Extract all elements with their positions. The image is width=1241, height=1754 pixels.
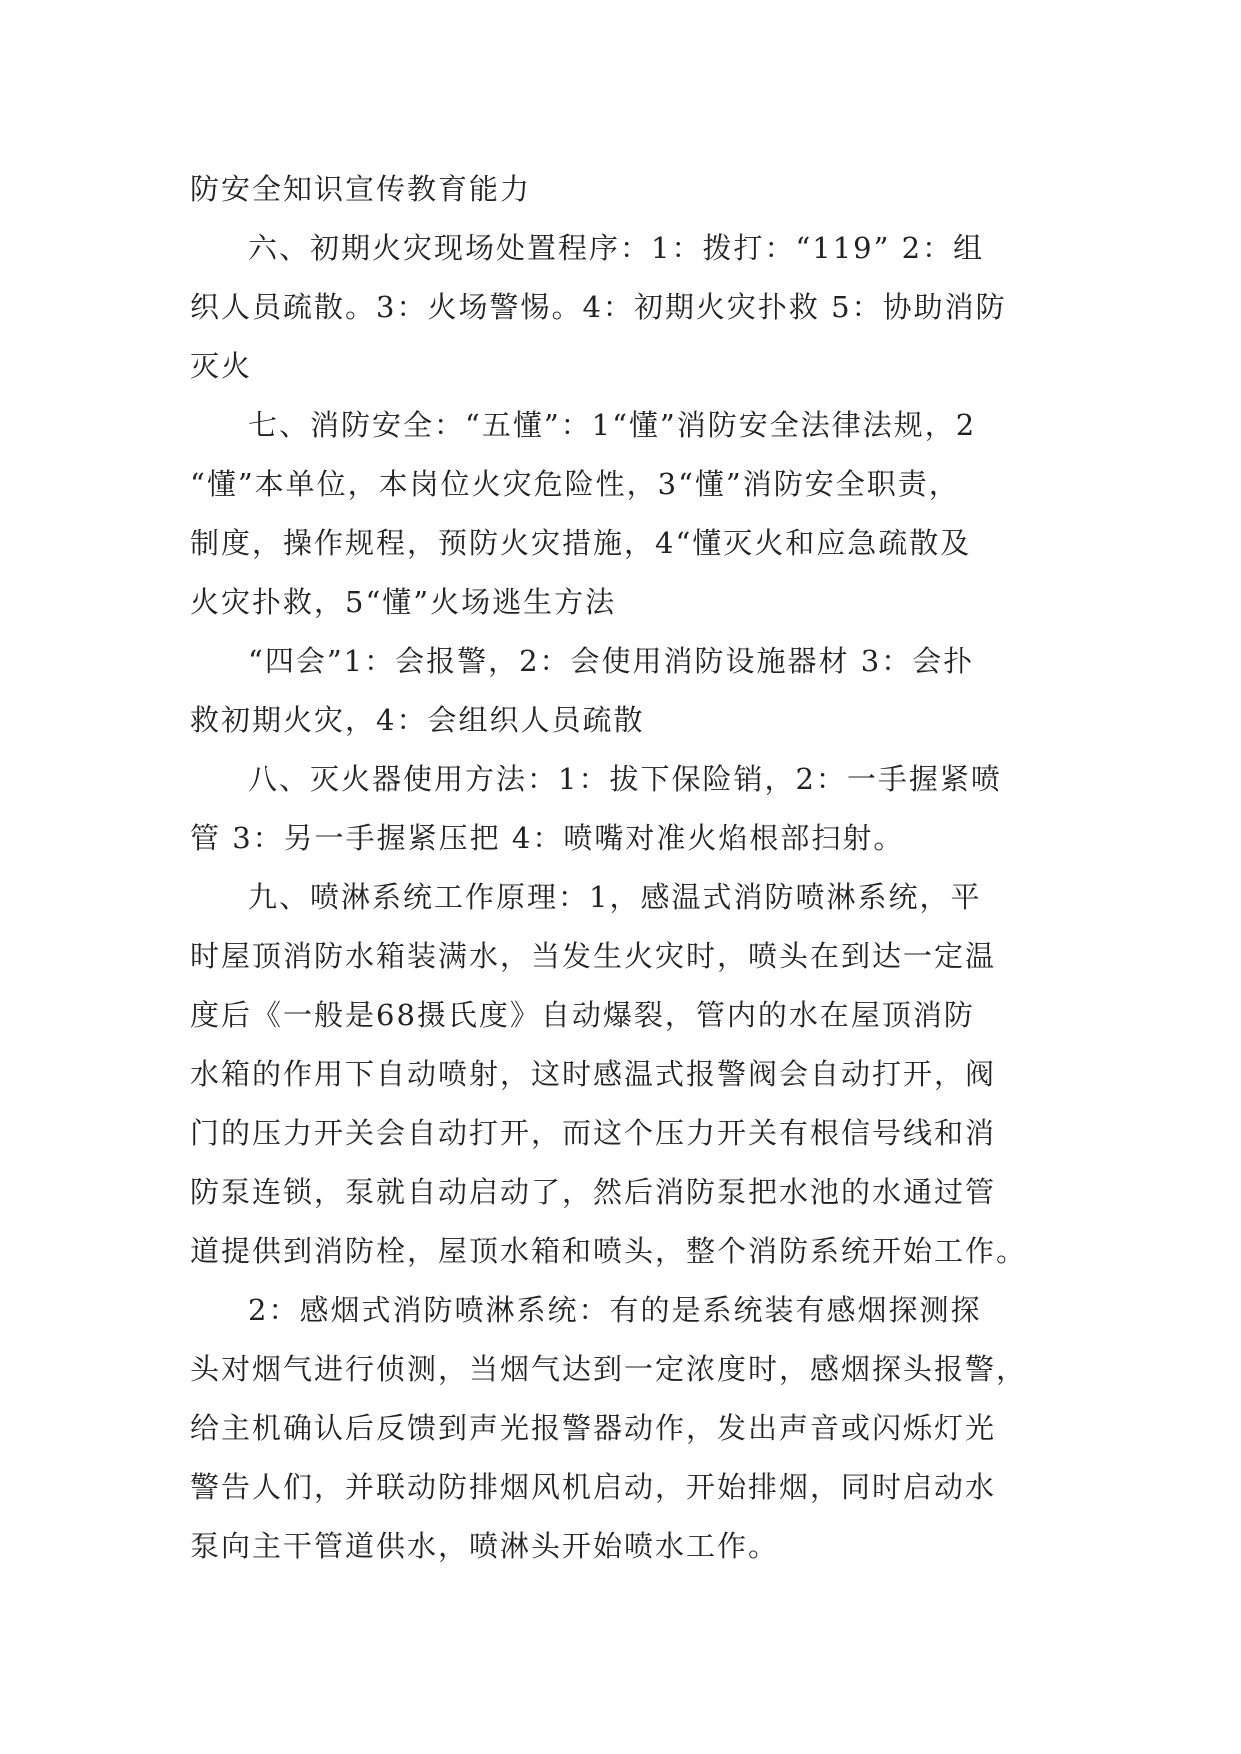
smoke-system-line: 2：感烟式消防喷淋系统：有的是系统装有感烟探测探: [248, 1293, 982, 1327]
text-line: 防泵连锁，泵就自动启动了，然后消防泵把水池的水通过管: [190, 1175, 997, 1209]
text-line: 警告人们，并联动防排烟风机启动，开始排烟，同时启动水: [190, 1470, 997, 1504]
section-six-line: 六、初期火灾现场处置程序：1：拨打：“119” 2：组: [248, 231, 985, 265]
section-seven-line: 七、消防安全：“五懂”：1“懂”消防安全法律法规，2: [248, 408, 977, 442]
text-line: 火灾扑救，5“懂”火场逃生方法: [190, 585, 617, 619]
text-line: 灭火: [190, 349, 253, 383]
text-line: 头对烟气进行侦测，当烟气达到一定浓度时，感烟探头报警，: [190, 1352, 1028, 1386]
text-line: 给主机确认后反馈到声光报警器动作，发出声音或闪烁灯光: [190, 1411, 997, 1445]
text-line: 制度，操作规程，预防火灾措施，4“懂灭火和应急疏散及: [190, 526, 972, 560]
text-line: 门的压力开关会自动打开，而这个压力开关有根信号线和消: [190, 1116, 997, 1150]
section-eight-line: 八、灭火器使用方法：1：拔下保险销，2：一手握紧喷: [248, 762, 1002, 796]
text-line: 水箱的作用下自动喷射，这时感温式报警阀会自动打开，阀: [190, 1057, 997, 1091]
document-body: [190, 160, 1060, 1576]
text-line: 时屋顶消防水箱装满水，当发生火灾时，喷头在到达一定温: [190, 939, 997, 973]
text-line: 泵向主干管道供水，喷淋头开始喷水工作。: [190, 1529, 780, 1563]
text-line: 救初期火灾，4：会组织人员疏散: [190, 703, 645, 737]
text-line: 防安全知识宣传教育能力: [190, 172, 532, 206]
text-line: 道提供到消防栓，屋顶水箱和喷头，整个消防系统开始工作。: [190, 1234, 1028, 1268]
text-line: “懂”本单位，本岗位火灾危险性，3“懂”消防安全职责，: [190, 467, 960, 501]
text-line: 织人员疏散。3：火场警惕。4：初期火灾扑救 5：协助消防: [190, 290, 1007, 324]
four-skills-line: “四会”1：会报警，2：会使用消防设施器材 3：会扑: [248, 644, 975, 678]
text-line: 管 3：另一手握紧压把 4：喷嘴对准火焰根部扫射。: [190, 821, 905, 855]
section-nine-line: 九、喷淋系统工作原理：1，感温式消防喷淋系统，平: [248, 880, 982, 914]
text-line: 度后《一般是68摄氏度》自动爆裂，管内的水在屋顶消防: [190, 998, 975, 1032]
